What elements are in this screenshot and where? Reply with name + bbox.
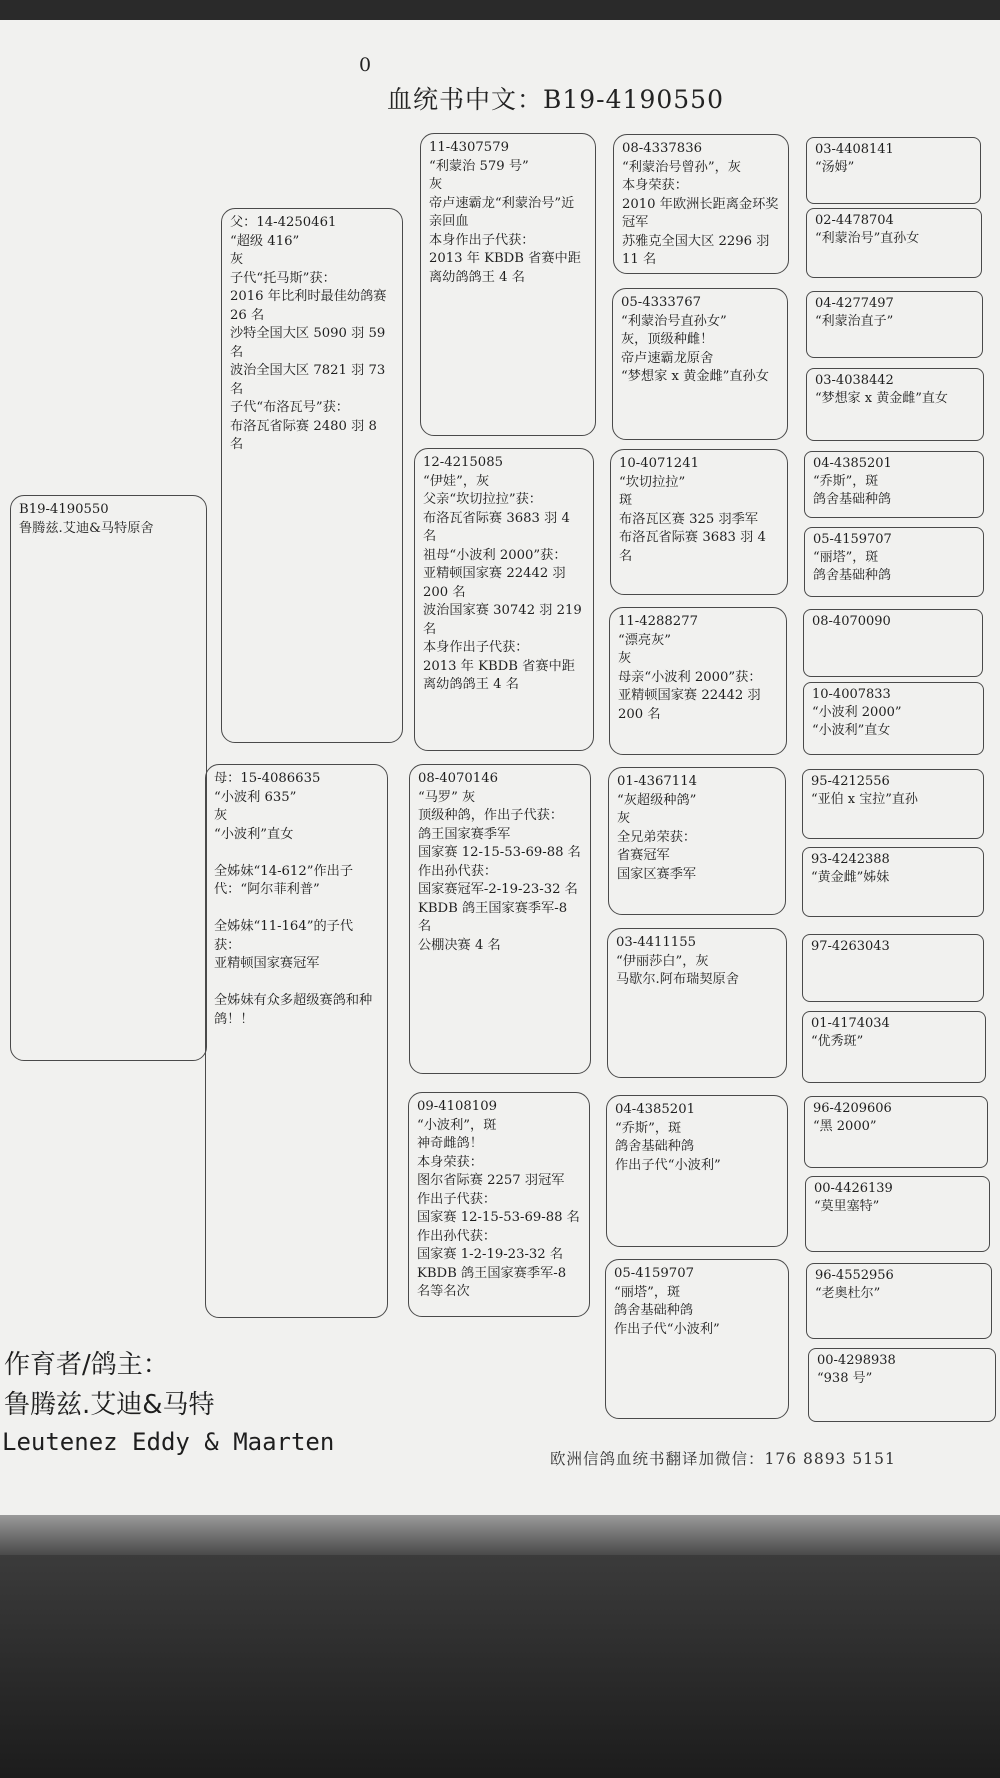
- pedigree-box-gen5: 03-4038442 “梦想家 x 黄金雌”直女: [806, 368, 984, 441]
- pedigree-box-gen5: 05-4159707 “丽塔”，斑 鸽舍基础种鸽: [804, 527, 984, 597]
- pedigree-box-gen5: 04-4385201 “乔斯”，斑 鸽舍基础种鸽: [804, 451, 984, 518]
- pedigree-box-gen5: 04-4277497 “利蒙治直子”: [806, 291, 983, 358]
- pedigree-box-gen5: 93-4242388 “黄金雌”姊妹: [802, 847, 984, 917]
- breeder-name-cn: 鲁腾兹.艾迪&马特: [4, 1390, 215, 1420]
- pedigree-box-gen4: 10-4071241 “坎切拉拉” 斑 布洛瓦区赛 325 羽季军 布洛瓦省际赛 3683 羽 4 名: [610, 449, 788, 595]
- pedigree-box-gen4: 05-4159707 “丽塔”，斑 鸽舍基础种鸽 作出子代“小波利”: [605, 1259, 789, 1419]
- pedigree-box-gen5: 96-4552956 “老奥杜尔”: [806, 1263, 992, 1339]
- pedigree-box-gen3: 11-4307579 “利蒙治 579 号” 灰 帝卢速霸龙“利蒙治号”近亲回血 本身作出子代获： 2013 年 KBDB 省赛中距离幼鸽鸽王 4 名: [420, 133, 596, 436]
- pedigree-box-gen5: 10-4007833 “小波利 2000” “小波利”直女: [803, 682, 984, 755]
- pedigree-box-gen5: 01-4174034 “优秀斑”: [802, 1011, 986, 1083]
- pedigree-box-gen3: 12-4215085 “伊娃”，灰 父亲“坎切拉拉”获： 布洛瓦省际赛 3683 羽 4 名 祖母“小波利 2000”获： 亚精顿国家赛 22442 羽 200 名 波治国家赛 30742 羽 219 名 本身作出子代获： 2013 年 KBDB 省赛中距离幼鸽鸽王 4 名: [414, 448, 594, 751]
- background-floor: [0, 1555, 1000, 1778]
- pedigree-box-gen5: 00-4298938 “938 号”: [808, 1348, 996, 1422]
- pedigree-box-subject: B19-4190550 鲁腾兹.艾迪&马特原舍: [10, 495, 207, 1061]
- sheet-edge: [0, 1515, 1000, 1555]
- pedigree-box-dam: 母：15-4086635 “小波利 635” 灰 “小波利”直女 全姊妹“14-612”作出子代：“阿尔菲利普” 全姊妹“11-164”的子代获： 亚精顿国家赛冠军 全姊妹有众多超级赛鸽和种鸽！！: [205, 764, 388, 1318]
- pedigree-box-gen5: 02-4478704 “利蒙治号”直孙女: [806, 208, 982, 278]
- pedigree-box-gen4: 03-4411155 “伊丽莎白”，灰 马歇尔.阿布瑞契原舍: [607, 928, 787, 1078]
- pedigree-box-gen5: 03-4408141 “汤姆”: [806, 137, 981, 204]
- pedigree-box-gen3: 09-4108109 “小波利”，斑 神奇雌鸽！ 本身荣获： 图尔省际赛 2257 羽冠军 作出子代获： 国家赛 12-15-53-69-88 名 作出孙代获： 国家赛 1-2-19-23-32 名 KBDB 鸽王国家赛季军-8 名等名次: [408, 1092, 590, 1317]
- pedigree-box-gen5: 96-4209606 “黑 2000”: [804, 1096, 988, 1168]
- page-title: 血统书中文：B19-4190550: [387, 85, 724, 114]
- breeder-label: 作育者/鸽主：: [4, 1350, 169, 1380]
- breeder-name-en: Leutenez Eddy & Maarten: [2, 1428, 335, 1456]
- pedigree-box-gen4: 08-4337836 “利蒙治号曾孙”，灰 本身荣获： 2010 年欧洲长距离金环奖冠军 苏雅克全国大区 2296 羽 11 名: [613, 134, 789, 274]
- pedigree-box-gen4: 04-4385201 “乔斯”，斑 鸽舍基础种鸽 作出子代“小波利”: [606, 1095, 788, 1247]
- footer-contact-note: 欧洲信鸽血统书翻译加微信：176 8893 5151: [550, 1450, 896, 1468]
- pedigree-box-gen3: 08-4070146 “马罗” 灰 顶级种鸽，作出子代获： 鸽王国家赛季军 国家赛 12-15-53-69-88 名 作出孙代获： 国家赛冠军-2-19-23-32 名 KBDB 鸽王国家赛季军-8 名 公棚决赛 4 名: [409, 764, 591, 1074]
- page-number: 0: [359, 54, 372, 76]
- pedigree-box-gen4: 05-4333767 “利蒙治号直孙女” 灰，顶级种雌！ 帝卢速霸龙原舍 “梦想家 x 黄金雌”直孙女: [612, 288, 788, 440]
- pedigree-box-gen5: 00-4426139 “莫里塞特”: [805, 1176, 990, 1252]
- pedigree-box-gen5: 97-4263043: [802, 934, 984, 1002]
- pedigree-box-gen4: 11-4288277 “漂亮灰” 灰 母亲“小波利 2000”获： 亚精顿国家赛 22442 羽 200 名: [609, 607, 787, 755]
- pedigree-box-gen4: 01-4367114 “灰超级种鸽” 灰 全兄弟荣获： 省赛冠军 国家区赛季军: [608, 767, 786, 915]
- pedigree-box-gen5: 95-4212556 “亚伯 x 宝拉”直孙: [802, 769, 984, 839]
- pedigree-box-sire: 父：14-4250461 “超级 416” 灰 子代“托马斯”获： 2016 年比利时最佳幼鸽赛 26 名 沙特全国大区 5090 羽 59 名 波治全国大区 7821 羽 73 名 子代“布洛瓦号”获： 布洛瓦省际赛 2480 羽 8 名: [221, 208, 403, 743]
- pedigree-box-gen5: 08-4070090: [803, 609, 983, 677]
